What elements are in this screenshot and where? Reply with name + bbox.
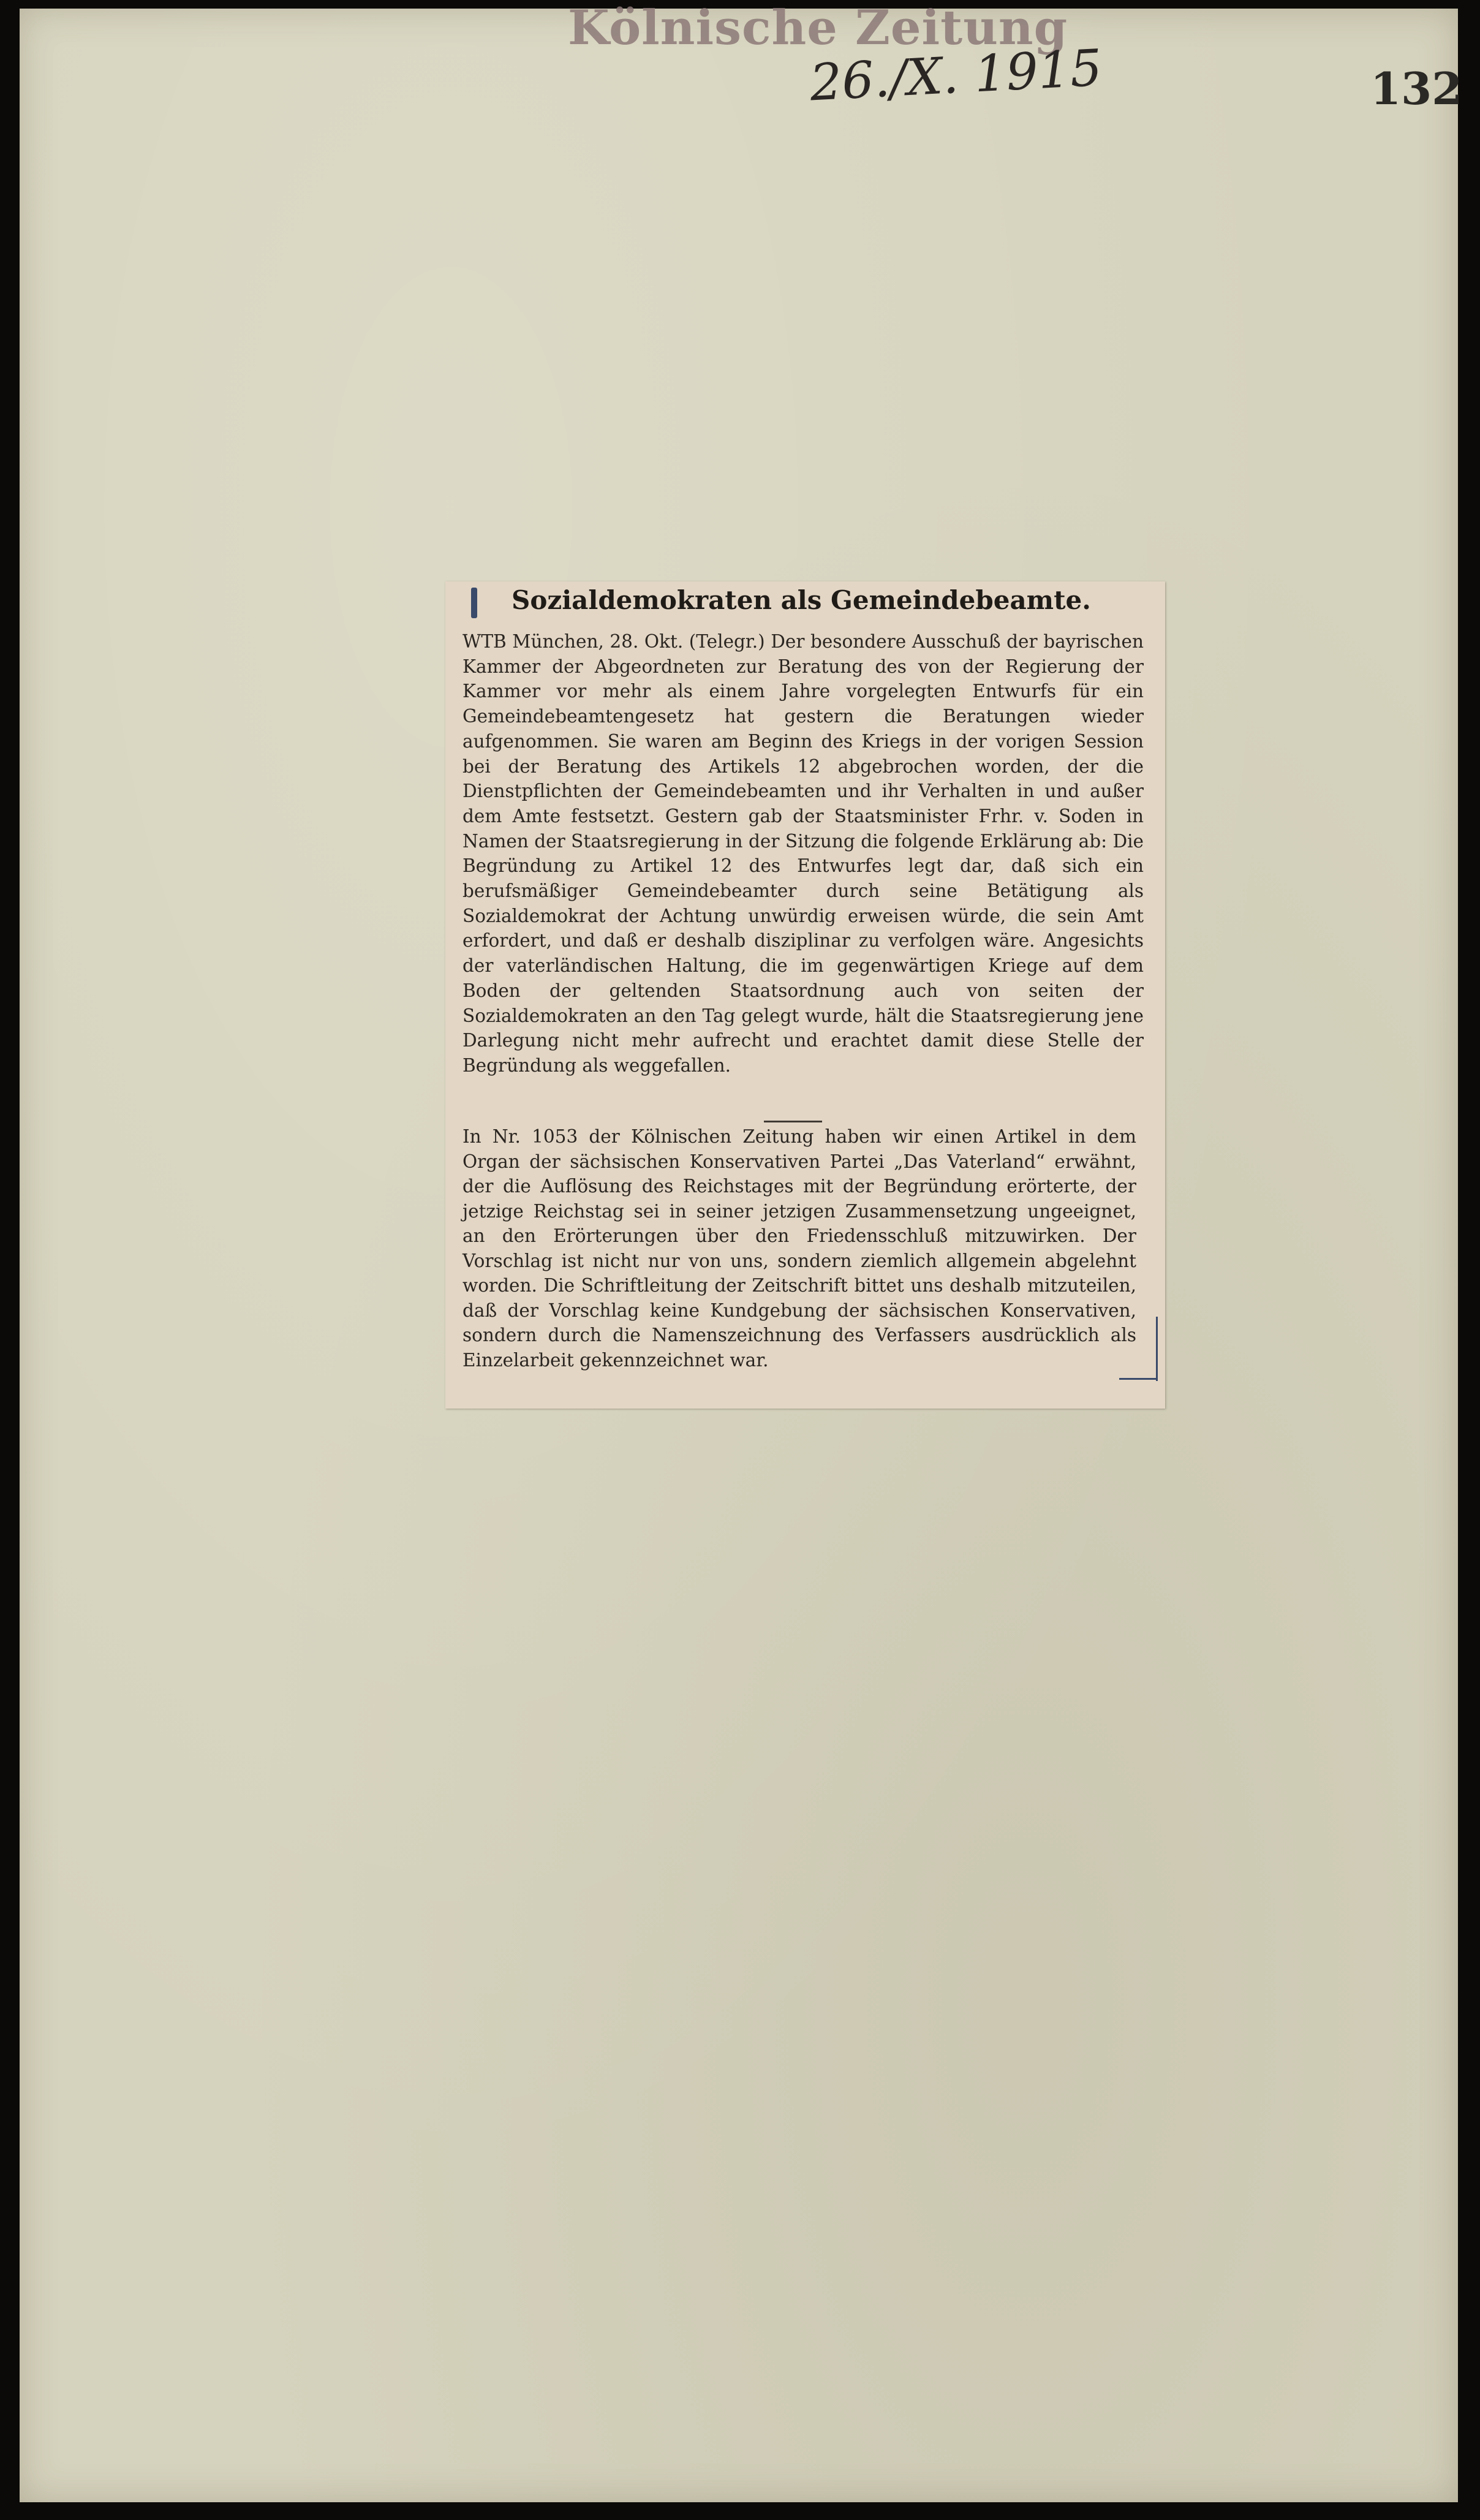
blue-pencil-edge-foot — [1119, 1378, 1158, 1380]
newspaper-stamp: Kölnische Zeitung — [568, 0, 1068, 56]
newspaper-clipping — [445, 581, 1165, 1409]
section-divider — [764, 1121, 822, 1122]
clipping-paragraph-2: In Nr. 1053 der Kölnischen Zeitung haben wir einen Artikel in dem Organ der sächsischen Konservativen Partei „Das Vaterland“ erwähnt, der die Auflösung des Reichstages mit der Begründung erörterte, der jetzige Reichstag sei in seiner jetzigen Zusammensetzung ungeeignet, an den Erörterungen über den Friedensschluß mitzuwirken. Der Vorschlag ist nicht nur von uns, sondern ziemlich allgemein abgelehnt worden. Die Schriftleitung der Zeitschrift bittet uns deshalb mitzuteilen, daß der Vorschlag keine Kundgebung der sächsischen Konservativen, sondern durch die Namenszeichnung des Verfassers ausdrücklich als Einzelarbeit gekennzeichnet war. — [462, 1126, 1136, 1371]
blue-pencil-edge-mark — [1156, 1317, 1158, 1381]
blue-pencil-mark — [471, 588, 477, 618]
clipping-headline: Sozialdemokraten als Gemeindebeamte. — [512, 585, 1091, 615]
archive-sheet — [20, 0, 1463, 2502]
folio-number: 132 — [1370, 62, 1463, 115]
handwritten-date: 26./X. 1915 — [808, 39, 1104, 113]
clipping-paragraph-1: WTB München, 28. Okt. (Telegr.) Der besondere Ausschuß der bayrischen Kammer der Abgeordneten zur Beratung des von der Regierung der Kammer vor mehr als einem Jahre vorgelegten Entwurfs für ein Gemeindebeamtengesetz hat gestern die Beratungen wieder aufgenommen. Sie waren am Beginn des Kriegs in der vorigen Session bei der Beratung des Artikels 12 abgebrochen worden, der die Dienstpflichten der Gemeindebeamten und ihr Verhalten in und außer dem Amte festsetzt. Gestern gab der Staatsminister Frhr. v. Soden in Namen der Staatsregierung in der Sitzung die folgende Erklärung ab: Die Begründung zu Artikel 12 des Entwurfes legt dar, daß sich ein berufsmäßiger Gemeindebeamter durch seine Betätigung als Sozialdemokrat der Achtung unwürdig erweisen würde, die sein Amt erfordert, und daß er deshalb disziplinar zu verfolgen wäre. Angesichts der vaterländischen Haltung, die im gegenwärtigen Kriege auf dem Boden der geltenden Staatsordnung auch von seiten der Sozialdemokraten an den Tag gelegt wurde, hält die Staatsregierung jene Darlegung nicht mehr aufrecht und erachtet damit diese Stelle der Begründung als weggefallen. — [462, 631, 1144, 1076]
